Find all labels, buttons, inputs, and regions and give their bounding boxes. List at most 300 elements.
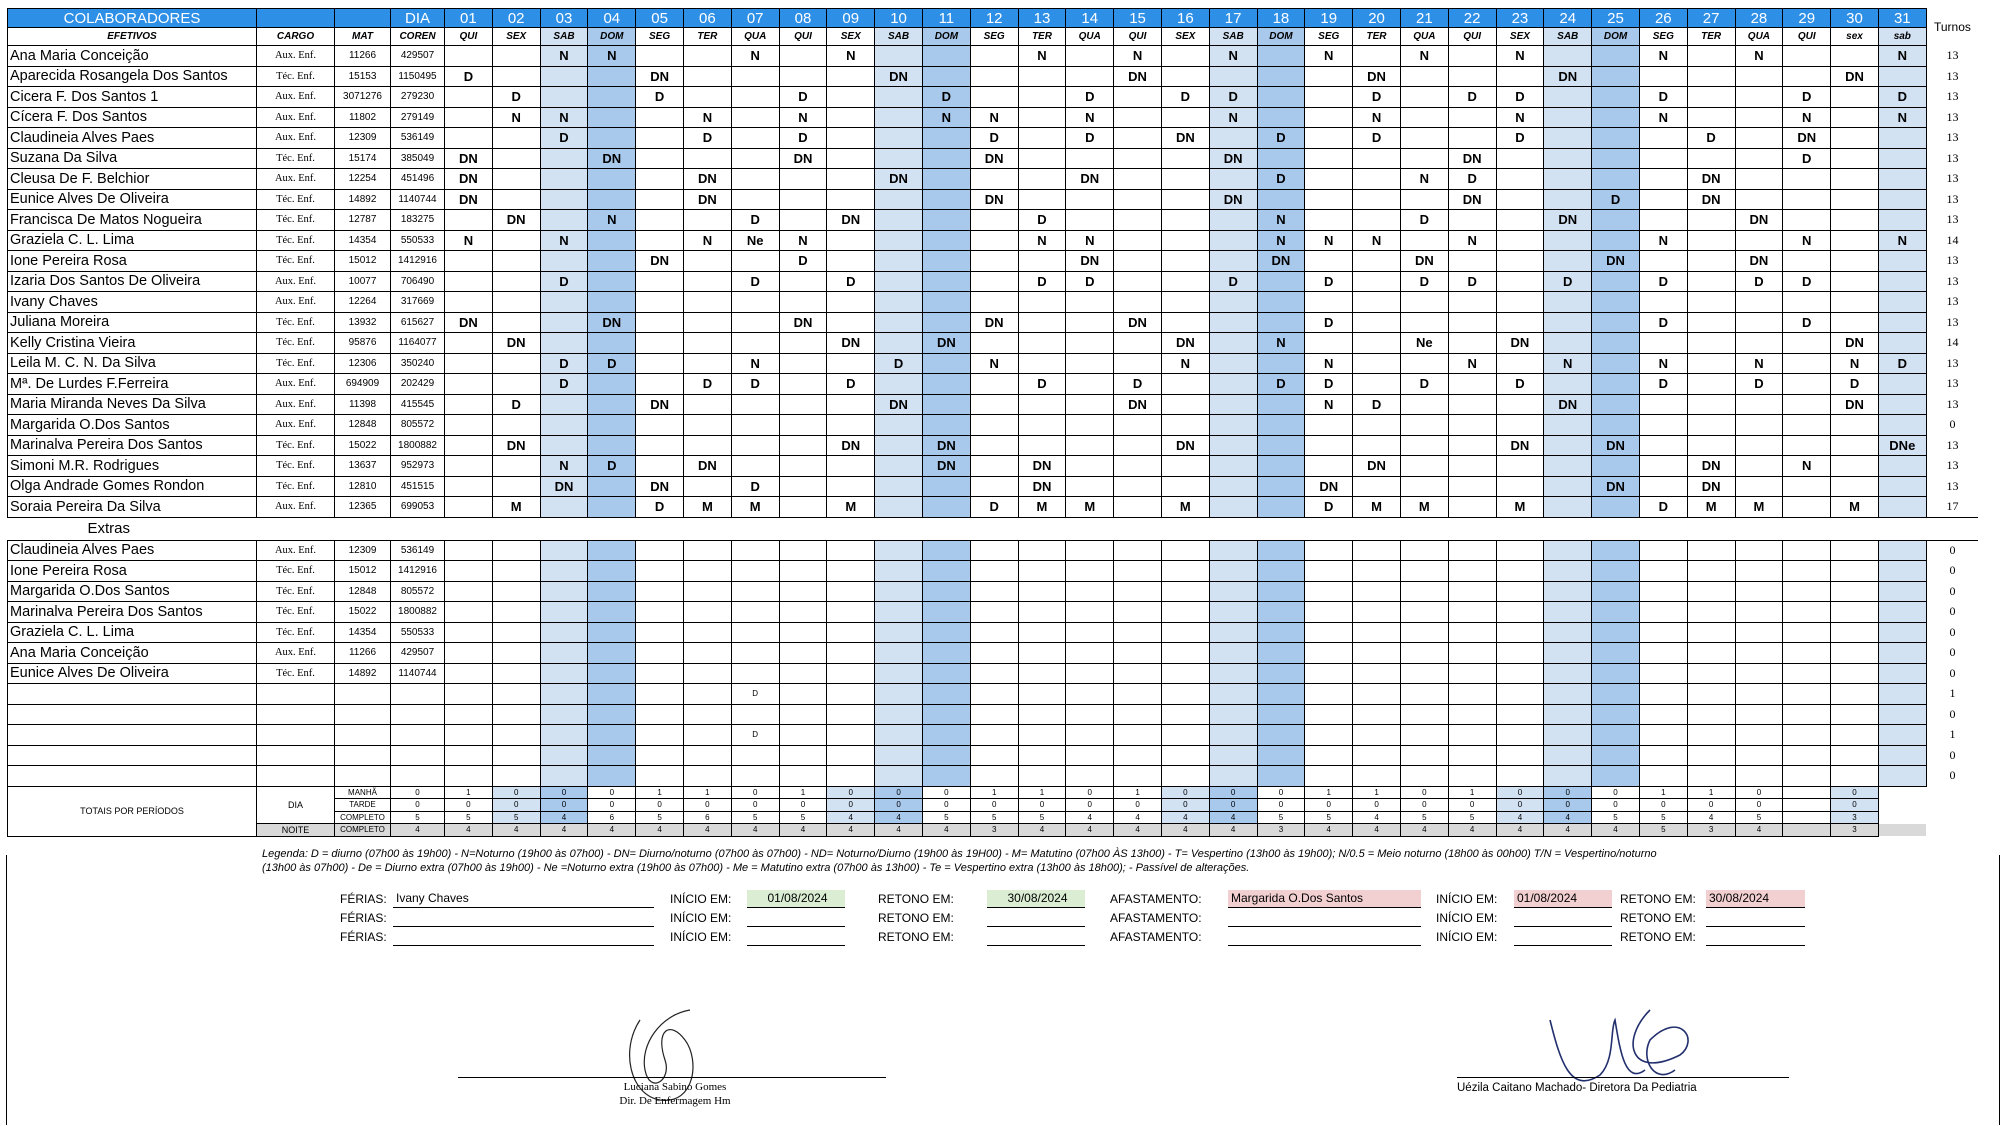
- day-number: 16: [1161, 9, 1209, 28]
- turnos-count: 0: [1949, 747, 1956, 762]
- shift-cell: [492, 663, 540, 684]
- total-value: 5: [492, 811, 540, 824]
- shift-cell: DN: [445, 148, 493, 169]
- shift-cell: [731, 602, 779, 623]
- shift-cell: [636, 189, 684, 210]
- shift-cell: [1257, 435, 1305, 456]
- shift-cell: DN: [636, 476, 684, 497]
- shift-cell: N: [1496, 46, 1544, 67]
- shift-cell: [731, 251, 779, 272]
- shift-cell: [1448, 766, 1496, 787]
- shift-cell: [1066, 46, 1114, 67]
- shift-cell: [492, 230, 540, 251]
- employee-mat: 11266: [335, 46, 391, 67]
- shift-cell: [1496, 643, 1544, 664]
- shift-cell: N: [1305, 353, 1353, 374]
- shift-cell: [875, 622, 923, 643]
- shift-cell: [636, 230, 684, 251]
- shift-cell: [1448, 251, 1496, 272]
- shift-cell: [1496, 540, 1544, 561]
- shift-cell: [445, 561, 493, 582]
- shift-cell: [731, 292, 779, 313]
- employee-row: [8, 497, 1979, 518]
- shift-cell: [731, 745, 779, 766]
- employee-cargo: Aux. Enf.: [257, 87, 335, 108]
- shift-cell: [875, 476, 923, 497]
- total-value: 1: [1018, 786, 1066, 799]
- shift-cell: DN: [492, 435, 540, 456]
- shift-cell: [492, 128, 540, 149]
- shift-cell: [540, 643, 588, 664]
- shift-cell: [779, 581, 827, 602]
- extras-section-row: [8, 517, 1979, 540]
- turnos-count: 0: [1949, 645, 1956, 660]
- shift-cell: [1209, 684, 1257, 705]
- retorno-date-field: [987, 928, 1085, 946]
- shift-cell: [1496, 561, 1544, 582]
- shift-cell: [731, 107, 779, 128]
- day-number: 11: [922, 9, 970, 28]
- weekday-label: QUI: [1114, 28, 1162, 46]
- shift-cell: [683, 271, 731, 292]
- shift-cell: [1114, 251, 1162, 272]
- shift-cell: DN: [1353, 456, 1401, 477]
- shift-cell: [1209, 353, 1257, 374]
- shift-cell: [1018, 561, 1066, 582]
- day-number: 29: [1783, 9, 1831, 28]
- shift-cell: [636, 456, 684, 477]
- shift-cell: [731, 540, 779, 561]
- shift-cell: [1639, 456, 1687, 477]
- employee-row: [8, 476, 1979, 497]
- shift-cell: [492, 46, 540, 67]
- day-number: 18: [1257, 9, 1305, 28]
- shift-cell: [492, 704, 540, 725]
- shift-cell: DN: [875, 66, 923, 87]
- shift-cell: [1735, 561, 1783, 582]
- shift-cell: [588, 581, 636, 602]
- shift-cell: [922, 292, 970, 313]
- shift-cell: [492, 622, 540, 643]
- turnos-count: 13: [1946, 171, 1959, 186]
- shift-cell: N: [588, 46, 636, 67]
- blank-cell: [8, 745, 257, 766]
- shift-cell: [1496, 684, 1544, 705]
- total-value: [1783, 811, 1831, 824]
- shift-cell: [683, 394, 731, 415]
- header-blank: [335, 9, 391, 28]
- turnos-count: 1: [1949, 727, 1956, 742]
- ferias-name-field: [393, 909, 654, 927]
- employee-row: [8, 540, 1979, 561]
- shift-cell: [922, 643, 970, 664]
- total-value: 4: [588, 824, 636, 837]
- shift-cell: [1161, 476, 1209, 497]
- shift-cell: [683, 663, 731, 684]
- shift-cell: [1018, 292, 1066, 313]
- employee-row: [8, 46, 1979, 67]
- shift-cell: [1544, 622, 1592, 643]
- shift-cell: N: [1400, 46, 1448, 67]
- shift-cell: [1305, 292, 1353, 313]
- shift-cell: [1639, 66, 1687, 87]
- shift-cell: N: [1305, 394, 1353, 415]
- shift-cell: [1114, 128, 1162, 149]
- shift-cell: [827, 189, 875, 210]
- shift-cell: [779, 602, 827, 623]
- shift-cell: [779, 415, 827, 436]
- shift-cell: D: [875, 353, 923, 374]
- shift-cell: [1066, 684, 1114, 705]
- shift-cell: [540, 435, 588, 456]
- af-inicio-date-field: 01/08/2024: [1514, 890, 1612, 908]
- shift-cell: [1831, 46, 1879, 67]
- shift-cell: [1353, 210, 1401, 231]
- total-value: 5: [1448, 811, 1496, 824]
- shift-cell: [827, 540, 875, 561]
- shift-cell: D: [1018, 210, 1066, 231]
- shift-cell: [1783, 210, 1831, 231]
- shift-cell: [1496, 622, 1544, 643]
- shift-cell: N: [779, 107, 827, 128]
- shift-cell: [636, 312, 684, 333]
- shift-cell: [731, 435, 779, 456]
- shift-cell: [1353, 643, 1401, 664]
- shift-cell: [1544, 148, 1592, 169]
- shift-cell: [1353, 353, 1401, 374]
- shift-cell: [1161, 169, 1209, 190]
- shift-cell: [1305, 725, 1353, 746]
- shift-cell: DN: [1687, 476, 1735, 497]
- employee-row: [8, 415, 1979, 436]
- shift-cell: D: [1448, 271, 1496, 292]
- total-value: 4: [1448, 824, 1496, 837]
- shift-cell: [1496, 66, 1544, 87]
- shift-cell: D: [492, 87, 540, 108]
- header-colaboradores: COLABORADORES: [8, 9, 257, 28]
- shift-cell: [683, 353, 731, 374]
- header-dia: DIA: [391, 9, 445, 28]
- shift-cell: [588, 415, 636, 436]
- total-value: 4: [1496, 811, 1544, 824]
- shift-cell: [1544, 374, 1592, 395]
- weekday-label: TER: [683, 28, 731, 46]
- shift-cell: [588, 189, 636, 210]
- shift-cell: [1687, 333, 1735, 354]
- turnos-count: 13: [1946, 376, 1959, 391]
- employee-coren: 1140744: [391, 663, 445, 684]
- shift-cell: [1496, 189, 1544, 210]
- shift-cell: [636, 46, 684, 67]
- shift-cell: [1161, 148, 1209, 169]
- total-value: 0: [445, 799, 493, 812]
- shift-cell: [1639, 684, 1687, 705]
- employee-cargo: Aux. Enf.: [257, 46, 335, 67]
- shift-cell: [1448, 312, 1496, 333]
- employee-mat: 95876: [335, 333, 391, 354]
- total-value: 1: [683, 786, 731, 799]
- shift-cell: DN: [1257, 251, 1305, 272]
- shift-cell: [683, 415, 731, 436]
- shift-cell: N: [683, 107, 731, 128]
- total-value: 5: [1592, 811, 1640, 824]
- shift-cell: [540, 622, 588, 643]
- employee-cargo: Aux. Enf.: [257, 271, 335, 292]
- shift-cell: [1496, 312, 1544, 333]
- inicio-date-field: [747, 909, 845, 927]
- employee-mat: 15174: [335, 148, 391, 169]
- shift-cell: [1783, 415, 1831, 436]
- shift-cell: [1066, 189, 1114, 210]
- shift-cell: DN: [1448, 148, 1496, 169]
- shift-cell: D: [779, 87, 827, 108]
- employee-row: [8, 622, 1979, 643]
- shift-cell: [1114, 230, 1162, 251]
- shift-cell: [1114, 333, 1162, 354]
- shift-cell: [540, 663, 588, 684]
- shift-cell: [1018, 66, 1066, 87]
- blank-cell: [1878, 786, 1926, 799]
- signature-line-left: [458, 1077, 886, 1078]
- shift-cell: [1305, 333, 1353, 354]
- shift-cell: [1448, 394, 1496, 415]
- shift-cell: [1066, 725, 1114, 746]
- shift-cell: [1209, 476, 1257, 497]
- shift-cell: [922, 394, 970, 415]
- shift-cell: [922, 251, 970, 272]
- shift-cell: [1305, 435, 1353, 456]
- shift-cell: [1209, 704, 1257, 725]
- shift-cell: [1353, 148, 1401, 169]
- shift-cell: [1066, 374, 1114, 395]
- shift-cell: [1114, 87, 1162, 108]
- signature-left-name: Luciana Sabino Gomes: [623, 1081, 727, 1093]
- shift-cell: [588, 684, 636, 705]
- header-row: [8, 9, 1979, 28]
- shift-cell: [922, 602, 970, 623]
- shift-cell: [636, 374, 684, 395]
- shift-cell: [1257, 766, 1305, 787]
- employee-cargo: Téc. Enf.: [257, 561, 335, 582]
- shift-cell: [1783, 581, 1831, 602]
- shift-cell: [875, 766, 923, 787]
- shift-cell: D: [1400, 271, 1448, 292]
- af-inicio-label: INÍCIO EM:: [1436, 911, 1498, 925]
- shift-cell: DN: [445, 189, 493, 210]
- total-value: 3: [970, 824, 1018, 837]
- shift-cell: DN: [1592, 251, 1640, 272]
- shift-cell: [1066, 292, 1114, 313]
- total-value: 4: [1353, 811, 1401, 824]
- shift-cell: [636, 271, 684, 292]
- shift-cell: D: [731, 374, 779, 395]
- shift-cell: [1496, 415, 1544, 436]
- shift-cell: [683, 581, 731, 602]
- shift-cell: [731, 87, 779, 108]
- shift-cell: [827, 725, 875, 746]
- shift-cell: [1687, 766, 1735, 787]
- shift-cell: D: [1831, 374, 1879, 395]
- shift-cell: [1783, 353, 1831, 374]
- inicio-label: INÍCIO EM:: [670, 930, 732, 944]
- shift-cell: [683, 435, 731, 456]
- af-retorno-label: RETONO EM:: [1620, 930, 1696, 944]
- shift-cell: [1257, 643, 1305, 664]
- total-value: 0: [540, 799, 588, 812]
- total-value: 0: [922, 786, 970, 799]
- shift-cell: [1400, 148, 1448, 169]
- shift-cell: DN: [1114, 66, 1162, 87]
- total-value: [1783, 799, 1831, 812]
- shift-cell: [1066, 210, 1114, 231]
- blank-cell: [257, 725, 335, 746]
- shift-cell: [1592, 333, 1640, 354]
- shift-cell: [922, 169, 970, 190]
- employee-mat: 14892: [335, 189, 391, 210]
- shift-cell: DN: [1018, 456, 1066, 477]
- shift-cell: [1353, 602, 1401, 623]
- totals-noite-label: NOITE: [257, 824, 335, 837]
- shift-cell: [1831, 189, 1879, 210]
- turnos-count: 0: [1949, 624, 1956, 639]
- shift-cell: [1592, 353, 1640, 374]
- shift-cell: [1878, 561, 1926, 582]
- shift-cell: [922, 497, 970, 518]
- shift-cell: [445, 581, 493, 602]
- employee-row: [8, 189, 1979, 210]
- shift-cell: [1735, 745, 1783, 766]
- shift-cell: [922, 561, 970, 582]
- shift-cell: [970, 725, 1018, 746]
- shift-cell: M: [1353, 497, 1401, 518]
- day-number: 19: [1305, 9, 1353, 28]
- shift-cell: [588, 766, 636, 787]
- shift-cell: [1831, 602, 1879, 623]
- shift-cell: [1544, 189, 1592, 210]
- af-inicio-label: INÍCIO EM:: [1436, 930, 1498, 944]
- shift-cell: [1114, 107, 1162, 128]
- shift-cell: [1592, 497, 1640, 518]
- blank-cell: [1878, 824, 1926, 837]
- shift-cell: [1257, 394, 1305, 415]
- shift-cell: DN: [588, 312, 636, 333]
- total-value: 0: [1544, 799, 1592, 812]
- shift-cell: [1496, 581, 1544, 602]
- shift-cell: N: [445, 230, 493, 251]
- shift-cell: DNe: [1878, 435, 1926, 456]
- shift-cell: [1257, 540, 1305, 561]
- shift-cell: [445, 540, 493, 561]
- turnos-count: 13: [1946, 150, 1959, 165]
- shift-cell: [875, 312, 923, 333]
- shift-cell: [1878, 622, 1926, 643]
- shift-cell: [1735, 107, 1783, 128]
- shift-cell: D: [731, 210, 779, 231]
- shift-cell: [1161, 725, 1209, 746]
- blank-row: [8, 725, 1979, 746]
- shift-cell: [827, 251, 875, 272]
- shift-cell: [1639, 435, 1687, 456]
- shift-cell: [1878, 684, 1926, 705]
- shift-cell: [1878, 210, 1926, 231]
- employee-coren: 279149: [391, 107, 445, 128]
- shift-cell: [1544, 312, 1592, 333]
- shift-cell: D: [1878, 87, 1926, 108]
- total-value: 0: [1066, 786, 1114, 799]
- shift-cell: [1687, 725, 1735, 746]
- shift-cell: D: [445, 66, 493, 87]
- total-value: 5: [1400, 811, 1448, 824]
- shift-cell: [1161, 622, 1209, 643]
- shift-cell: [1544, 476, 1592, 497]
- employee-coren: 805572: [391, 415, 445, 436]
- shift-cell: [1161, 540, 1209, 561]
- shift-cell: [1544, 456, 1592, 477]
- shift-cell: D: [970, 497, 1018, 518]
- shift-cell: [1018, 766, 1066, 787]
- shift-cell: [1639, 415, 1687, 436]
- signature-right-caption: Uézila Caitano Machado- Diretora Da Pediatria: [1457, 1082, 1697, 1094]
- shift-cell: DN: [1735, 210, 1783, 231]
- shift-cell: [1400, 66, 1448, 87]
- shift-cell: [1161, 271, 1209, 292]
- shift-cell: D: [540, 128, 588, 149]
- inicio-date-field: 01/08/2024: [747, 890, 845, 908]
- shift-cell: [1305, 148, 1353, 169]
- shift-cell: [1114, 581, 1162, 602]
- af-inicio-label: INÍCIO EM:: [1436, 892, 1498, 906]
- shift-cell: DN: [1687, 169, 1735, 190]
- signature-line-right: [1457, 1077, 1789, 1078]
- employee-cargo: Téc. Enf.: [257, 333, 335, 354]
- shift-cell: [1735, 540, 1783, 561]
- weekday-label: DOM: [922, 28, 970, 46]
- shift-cell: [1161, 107, 1209, 128]
- shift-cell: [970, 476, 1018, 497]
- shift-cell: [1592, 622, 1640, 643]
- employee-mat: 12810: [335, 476, 391, 497]
- shift-cell: [540, 312, 588, 333]
- employee-mat: 3071276: [335, 87, 391, 108]
- shift-cell: [540, 415, 588, 436]
- shift-cell: [540, 189, 588, 210]
- shift-cell: [922, 622, 970, 643]
- shift-cell: [1783, 169, 1831, 190]
- shift-cell: [636, 210, 684, 231]
- shift-cell: D: [1305, 312, 1353, 333]
- shift-cell: [445, 46, 493, 67]
- shift-cell: [1209, 663, 1257, 684]
- shift-cell: [1114, 456, 1162, 477]
- shift-cell: [779, 46, 827, 67]
- shift-cell: [1687, 684, 1735, 705]
- shift-cell: [1305, 415, 1353, 436]
- shift-cell: [588, 87, 636, 108]
- shift-cell: D: [1353, 87, 1401, 108]
- total-value: 4: [1161, 824, 1209, 837]
- shift-cell: [1687, 643, 1735, 664]
- af-retorno-label: RETONO EM:: [1620, 911, 1696, 925]
- shift-cell: [1783, 189, 1831, 210]
- shift-cell: [1400, 107, 1448, 128]
- employee-coren: 536149: [391, 540, 445, 561]
- shift-cell: [588, 333, 636, 354]
- shift-cell: [683, 684, 731, 705]
- employee-name: Olga Andrade Gomes Rondon: [8, 476, 257, 497]
- extras-label: Extras: [8, 517, 1979, 540]
- shift-cell: [1257, 189, 1305, 210]
- shift-cell: [1400, 292, 1448, 313]
